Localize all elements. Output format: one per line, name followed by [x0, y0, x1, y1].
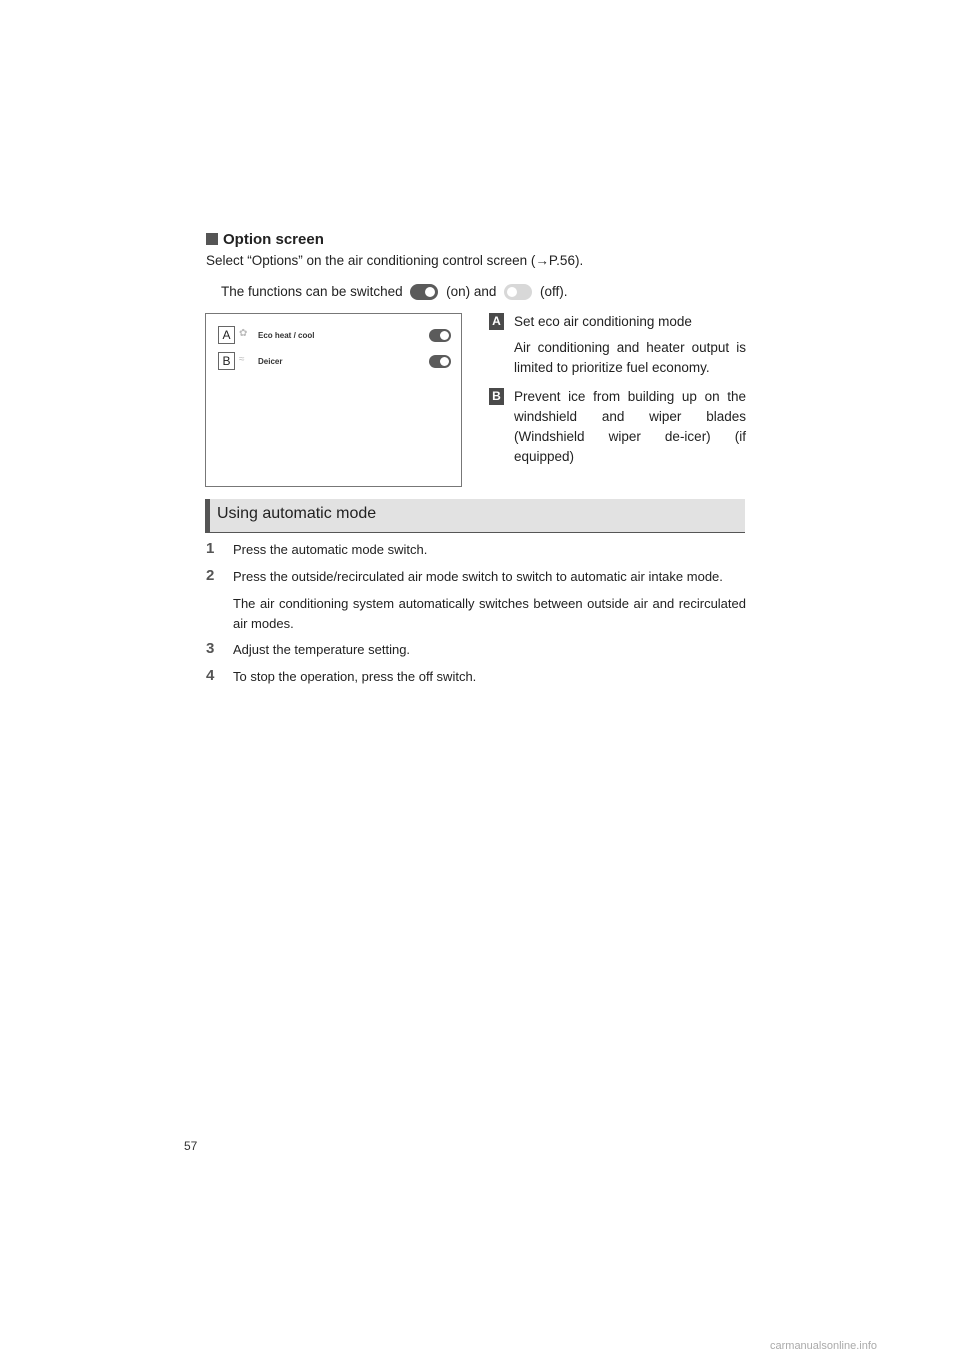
deicer-label: Deicer: [258, 357, 283, 366]
toggle-off-icon: [504, 284, 532, 300]
step-1-number: 1: [206, 540, 215, 557]
step-2-text: Press the outside/recirculated air mode switch to switch to automatic air intake mode.: [233, 569, 723, 584]
intro-text: Select “Options” on the air conditioning control screen (→P.56).: [206, 253, 584, 268]
deicer-toggle[interactable]: [429, 355, 451, 368]
page-number: 57: [184, 1139, 198, 1153]
step-3-text: Adjust the temperature setting.: [233, 642, 411, 657]
option-screen-illustration: [205, 313, 462, 487]
switch-off-label: (off).: [539, 284, 568, 299]
leaf-icon: ✿: [239, 328, 248, 339]
badge-a: A: [489, 313, 504, 330]
watermark: carmanualsonline.info: [770, 1340, 878, 1352]
heading-bar-accent: [205, 499, 210, 532]
step-4-text: To stop the operation, press the off switch.: [233, 669, 477, 684]
eco-heat-cool-label: Eco heat / cool: [258, 331, 315, 340]
callout-label-b: B: [218, 352, 235, 370]
switch-line-text: The functions can be switched: [221, 284, 403, 299]
switch-line: [221, 284, 567, 300]
section-title: [206, 231, 324, 248]
toggle-on-icon: [410, 284, 438, 300]
step-2-note: The air conditioning system automatically switches between outside air and recirculated air modes.: [233, 596, 746, 631]
description-b-body: Prevent ice from building up on the windshield and wiper blades (Windshield wiper de-icer) (if equipped): [514, 389, 746, 464]
heading-bar: [205, 499, 745, 533]
heading-bar-title: Using automatic mode: [217, 505, 377, 522]
step-3-number: 3: [206, 640, 215, 657]
step-1-text: Press the automatic mode switch.: [233, 542, 428, 557]
switch-on-label: (on) and: [446, 284, 497, 299]
callout-label-a: A: [218, 326, 235, 344]
eco-heat-cool-toggle[interactable]: [429, 329, 451, 342]
step-4-number: 4: [206, 667, 215, 684]
badge-b: B: [489, 388, 504, 405]
description-a-body: Air conditioning and heater output is limited to prioritize fuel economy.: [514, 340, 746, 375]
description-a-title: Set eco air conditioning mode: [514, 314, 692, 329]
section-title-text: Option screen: [223, 231, 324, 248]
deicer-icon: ≈: [239, 354, 245, 365]
step-2-number: 2: [206, 567, 215, 584]
square-bullet-icon: [206, 233, 218, 245]
